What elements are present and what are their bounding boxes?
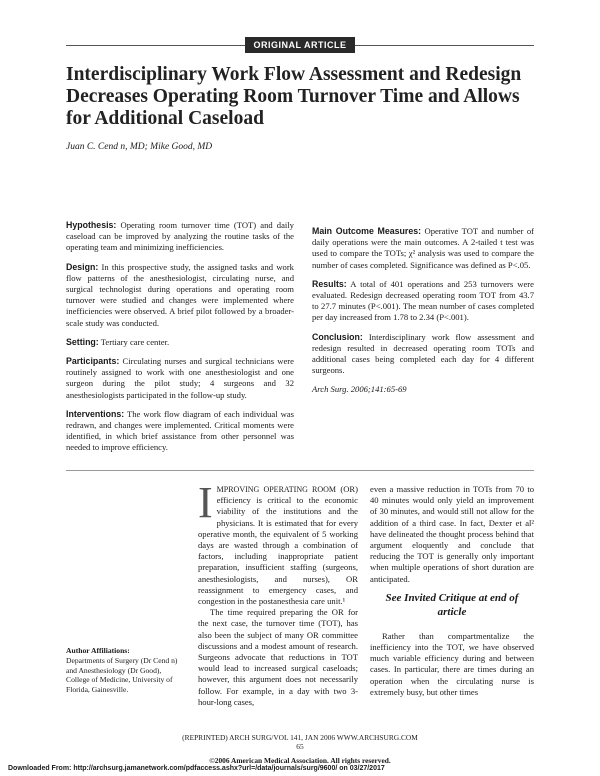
hypothesis-label: Hypothesis: [66, 220, 117, 230]
interventions-text: The work flow diagram of each individual was redrawn, and changes were implemented. Critical moments were identified, in which brief assistance from other personnel was needed to improve efficiency. [66, 408, 294, 453]
affiliations-text: Departments of Surgery (Dr Cend n) and Anesthesiology (Dr Good), College of Medicine, University of Florida, Gainesville. [66, 655, 178, 695]
article-title: Interdisciplinary Work Flow Assessment and Redesign Decreases Operating Room Turnover Time and Allows for Additional Caseload [66, 64, 522, 129]
invited-critique-note: See Invited Critique at end of article [385, 591, 519, 618]
body-paragraph-2: The time required preparing the OR for the next case, the turnover time (TOT), has also been the subject of many OR committee discussions and a modest amount of research. Surgeons advocate that reductions in TOT would lead to increased surgical caseloads; however, this argument does not necessarily follow. For example, in a day with two 3-hour-long cases, [198, 607, 358, 707]
abstract-results [312, 279, 534, 324]
abstract-left-column [66, 220, 294, 462]
header-rule-right [355, 45, 534, 46]
conclusion-text: Interdisciplinary work flow assessment and redesign resulted in decreased operating room TOTs and additional cases being completed each day for 4 different surgeons. [312, 331, 534, 376]
citation: Arch Surg. 2006;141:65-69 [312, 384, 407, 395]
abstract-conclusion [312, 332, 534, 377]
abstract-hypothesis [66, 220, 294, 254]
abstract-setting [66, 337, 294, 348]
participants-label: Participants: [66, 356, 120, 367]
affiliations-title: Author Affiliations: [66, 646, 130, 655]
copyright: ©2006 American Medical Association. All rights reserved. [209, 756, 391, 765]
abstract-divider [66, 470, 534, 471]
body-paragraph-3: even a massive reduction in TOTs from 70 to 40 minutes would only yield an improvement of 30 minutes, and would still not allow for the addition of a third case. In fact, Dexter et al² have delineated the thought process behind that argument eloquently and conclude that reducing the TOT is generally only important when multiple operations of short duration are anticipated. [370, 484, 534, 584]
author-affiliations [66, 646, 184, 695]
interventions-label: Interventions: [66, 408, 125, 419]
lead-caps: MPROVING OPERATING ROOM [216, 485, 337, 494]
results-text: A total of 401 operations and 253 turnovers were evaluated. Redesign decreased operating room TOT from 43.7 to 27.7 minutes (P<.001). The mean number of cases completed per day increased from 1.78 to 2.34 (P<.001). [312, 278, 534, 323]
outcome-text: Operative TOT and number of daily operations were the main outcomes. A 2-tailed t test was used to compare the TOTs; χ² analysis was used to compare the number of cases completed. Significance was defined as P<.05. [312, 226, 535, 270]
abstract-outcome [312, 226, 534, 271]
download-line: Downloaded From: http://archsurg.jamanetwork.com/pdfaccess.ashx?url=/data/journals/surg/9600/ on 03/27/2017 [8, 765, 385, 772]
hypothesis-text: Operating room turnover time (TOT) and daily caseload can be improved by analyzing the routine tasks of the operating team and minimizing inefficiencies. [66, 220, 294, 253]
participants-text: Circulating nurses and surgical technicians were routinely assigned to work with one anesthesiologist and one surgeon during the pilot study; 4 surgeons and 32 anesthesiologists participated in the follow-up study. [66, 356, 294, 400]
section-badge: ORIGINAL ARTICLE [245, 37, 355, 53]
setting-label: Setting: [66, 336, 99, 347]
body-column-right [370, 484, 534, 698]
drop-cap: I [198, 478, 213, 527]
results-label: Results: [312, 278, 347, 289]
footer-reprint: (REPRINTED) ARCH SURG/VOL 141, JAN 2006 WWW.ARCHSURG.COM [182, 733, 418, 742]
authors: Juan C. Cend n, MD; Mike Good, MD [66, 142, 213, 152]
body-column-middle [198, 478, 358, 708]
design-text: In this prospective study, the assigned tasks and work flow patterns of the anesthesiologist, circulating nurse, and surgical technologist during operations and operating room turnover were studied and changes were implemented where inefficiencies were observed. A brief pilot followed by a broader-scale study was conducted. [66, 261, 294, 328]
outcome-label: Main Outcome Measures: [312, 226, 422, 236]
header-rule-left [66, 45, 245, 46]
setting-text: Tertiary care center. [100, 336, 170, 347]
abstract-participants [66, 356, 294, 401]
abstract-interventions [66, 409, 294, 454]
body-p1-text: (OR) efficiency is critical to the economic viability of the institutions and the physicians. It is estimated that for every operative month, the equivalent of 5 working days are wasted through a combination of factors, including inappropriate patient preparation, insufficient staffing (surgeons, anesthesiologists, and nurses), OR reassignment to emergency cases, and congestion in the postanesthesia care unit.¹ [198, 484, 358, 607]
page-number: 65 [296, 742, 304, 751]
body-paragraph-4: Rather than compartmentalize the inefficiency into the TOT, we have observed much variable efficiency during and between cases. In particular, there are times during an operation when the circulating nurse is extremely busy, but other times [370, 630, 534, 697]
body-paragraph-1 [198, 478, 358, 607]
abstract-design [66, 262, 294, 329]
conclusion-label: Conclusion: [312, 331, 363, 342]
design-label: Design: [66, 261, 99, 272]
abstract-right-column [312, 226, 534, 404]
